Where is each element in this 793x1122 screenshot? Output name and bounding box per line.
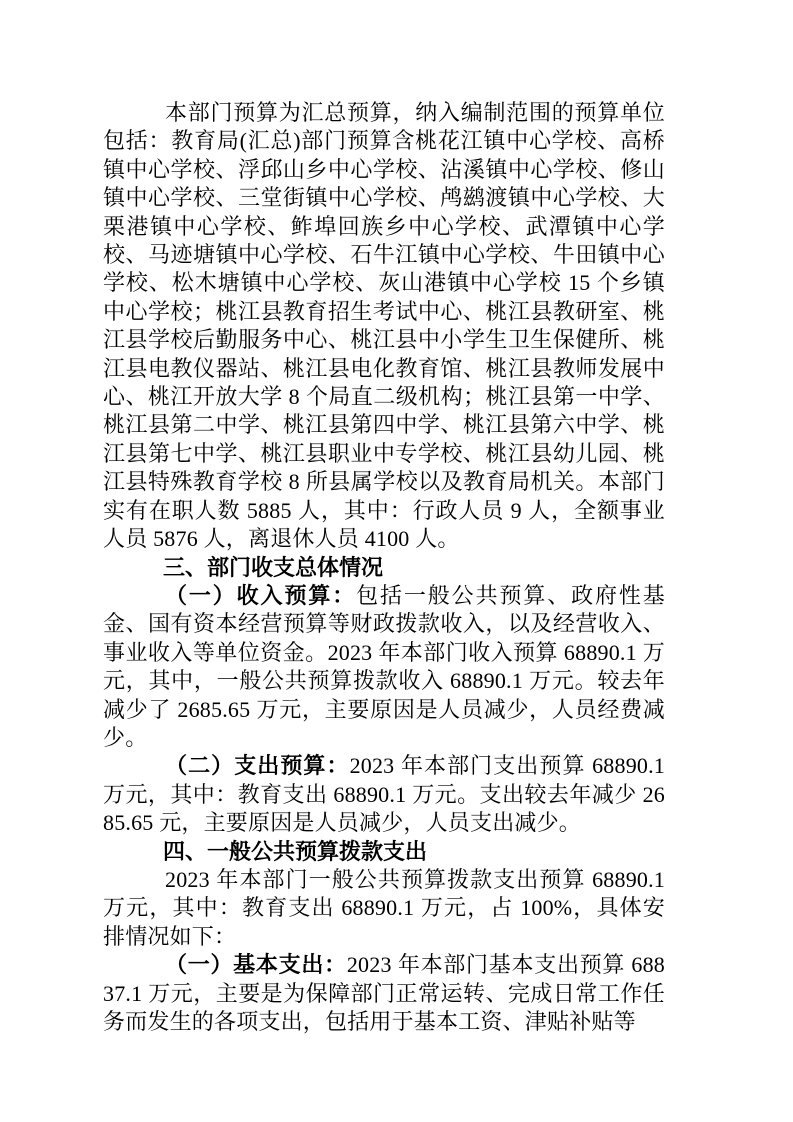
basic-expense-label: （一）基本支出：	[165, 952, 347, 978]
paragraph-income-budget	[103, 582, 665, 752]
heading-section-4-public-budget-expenditure: 四、一般公共预算拨款支出	[163, 838, 428, 864]
paragraph-public-budget-intro: 2023 年本部门一般公共预算拨款支出预算 68890.1 万元，其中：教育支出 68890.1 万元，占 100%，具体安排情况如下：	[103, 866, 665, 949]
basic-expense-text: 2023 年本部门基本支出预算 68837.1 万元，主要是为保障部门正常运转、完成日常工作任务而发生的各项支出，包括用于基本工资、津贴补贴等	[103, 952, 665, 1034]
expense-budget-label: （二）支出预算：	[165, 753, 350, 779]
paragraph-basic-expense	[103, 951, 665, 1036]
paragraph-budget-units-overview: 本部门预算为汇总预算，纳入编制范围的预算单位包括：教育局(汇总)部门预算含桃花江镇中心学校、高桥镇中心学校、浮邱山乡中心学校、沾溪镇中心学校、修山镇中心学校、三堂街镇中心学校、鸬鹚渡镇中心学校、大栗港镇中心学校、鲊埠回族乡中心学校、武潭镇中心学校、马迹塘镇中心学校、石牛江镇中心学校、牛田镇中心学校、松木塘镇中心学校、灰山港镇中心学校 15 个乡镇中心学校；桃江县教育招生考试中心、桃江县教研室、桃江县学校后勤服务中心、桃江县中小学生卫生保健所、桃江县电教仪器站、桃江县电化教育馆、桃江县教师发展中心、桃江开放大学 8 个局直二级机构；桃江县第一中学、桃江县第二中学、桃江县第四中学、桃江县第六中学、桃江县第七中学、桃江县职业中专学校、桃江县幼儿园、桃江县特殊教育学校 8 所县属学校以及教育局机关。本部门实有在职人数 5885 人，其中：行政人员 9 人，全额事业人员 5876 人，离退休人员 4100 人。	[103, 100, 665, 552]
expense-budget-text: 2023 年本部门支出预算 68890.1 万元，其中：教育支出 68890.1 万元。支出较去年减少 2685.65 元，主要原因是人员减少，人员支出减少。	[103, 753, 665, 836]
paragraph-expense-budget	[103, 752, 665, 837]
income-budget-text: 包括一般公共预算、政府性基金、国有资本经营预算等财政拨款收入，以及经营收入、事业收入等单位资金。2023 年本部门收入预算 68890.1 万元，其中，一般公共预算拨款收入 68890.1 万元。较去年减少了 2685.65 万元，主要原因是人员减少，人员经费减少。	[103, 582, 665, 750]
document-content	[103, 99, 665, 1036]
heading-section-3-revenue-expenditure-overview: 三、部门收支总体情况	[163, 554, 384, 580]
income-budget-label: （一）收入预算：	[165, 582, 357, 608]
